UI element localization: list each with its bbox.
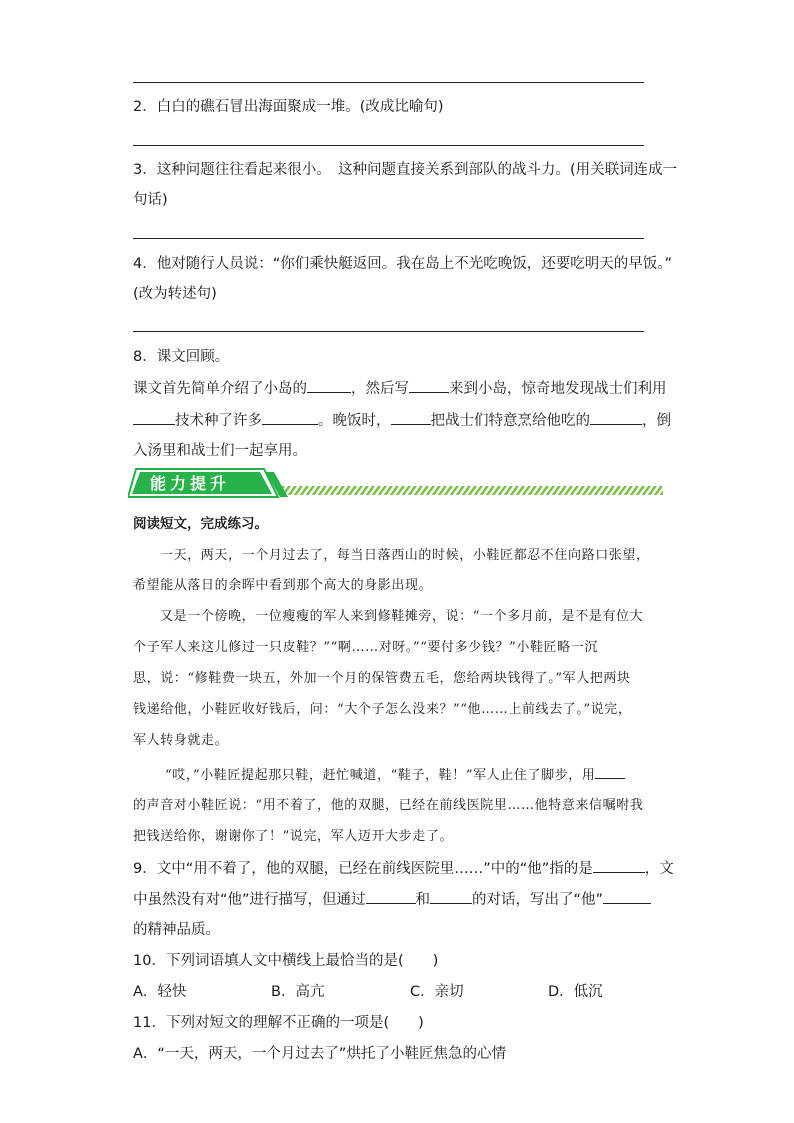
q8-text: ，倒 [642,413,671,429]
story-p3-line1 [165,764,625,786]
q10-option-b[interactable]: B．高亢 [271,984,325,1000]
q10-text: 10．下列词语填人文中横线上最恰当的是( ) [133,953,439,969]
fill-blank[interactable] [391,410,431,425]
q4-line1: 4．他对随行人员说：“你们乘快艇返回。我在岛上不光吃晚饭，还要吃明天的早饭。” [133,256,672,272]
fill-blank[interactable] [595,764,625,779]
q10-option-d[interactable]: D．低沉 [548,984,603,1000]
q8-line2 [133,410,671,431]
fill-blank[interactable] [133,410,175,425]
fill-blank[interactable] [590,410,642,425]
story-text: “哎，”小鞋匠提起那只鞋，赶忙喊道，“鞋子，鞋！”军人止住了脚步，用 [165,768,596,783]
q8-text: 把战士们特意烹给他吃的 [430,413,590,429]
q11-option-a[interactable]: A．“一天，两天，一个月过去了”烘托了小鞋匠焦急的心情 [133,1046,506,1062]
q9-text: ，文 [644,861,674,877]
fill-blank[interactable] [593,858,645,873]
q9-text: 和 [415,892,431,908]
q11-text: 11．下列对短文的理解不正确的一项是( ) [133,1015,424,1031]
q8-text: 来到小岛，惊奇地发现战士们利用 [449,381,667,397]
fill-blank[interactable] [366,889,416,904]
q9-text: 的对话，写出了“他” [472,892,604,908]
section-banner [128,466,668,500]
q3-line2: 句话) [133,192,168,208]
fill-blank[interactable] [307,378,351,393]
fill-blank[interactable] [603,889,651,904]
q8-line1 [133,378,667,399]
answer-line-q4[interactable] [133,331,644,332]
q8-text: 。晚饭时， [318,413,391,429]
q8-text: ，然后写 [351,381,409,397]
q8-text: 课文首先简单介绍了小岛的 [133,381,307,397]
answer-line-q3[interactable] [133,238,644,239]
story-p1-line2: 希望能从落日的余晖中看到那个高大的身影出现。 [133,578,433,593]
story-p3-line2: 的声音对小鞋匠说：“用不着了，他的双腿，已经在前线医院里……他特意来信嘱咐我 [133,798,644,813]
fill-blank[interactable] [430,889,472,904]
q2-text: 2．白白的礁石冒出海面聚成一堆。(改成比喻句) [133,99,444,115]
q9-text: 9．文中“用不着了，他的双腿，已经在前线医院里……”中的“他”指的是 [133,861,593,877]
banner-title: 能力提升 [150,474,231,493]
answer-line-1[interactable] [133,82,644,83]
fill-blank[interactable] [409,378,449,393]
story-p2-line3: 思，说：“修鞋费一块五，外加一个月的保管费五毛，您给两块钱得了。”军人把两块 [133,671,631,686]
story-p1-line1: 一天，两天，一个月过去了，每当日落西山的时候，小鞋匠都忍不住向路口张望， [160,548,650,563]
q4-line2: (改为转述句) [133,286,217,302]
story-p2-line4: 钱递给他，小鞋匠收好钱后，问：“大个子怎么没来？”“他……上前线去了。”说完， [133,702,632,717]
story-p2-line2: 个子军人来这儿修过一只皮鞋？”“啊……对呀。”“要付多少钱？”小鞋匠略一沉 [133,640,598,655]
q8-line3: 入汤里和战士们一起享用。 [133,443,307,459]
banner-stripe-bar [278,486,663,495]
q10-option-a[interactable]: A．轻快 [133,984,187,1000]
q3-line1: 3．这种问题往往看起来很小。 这种问题直接关系到部队的战斗力。(用关联词连成一 [133,162,678,178]
q9-text: 中虽然没有对“他”进行描写，但通过 [133,892,366,908]
reading-instruction: 阅读短文，完成练习。 [133,516,268,532]
story-p2-line1: 又是一个傍晚，一位瘦瘦的军人来到修鞋摊旁，说：“一个多月前，是不是有位大 [160,609,644,624]
q9-line3: 的精神品质。 [133,922,220,938]
q10-option-c[interactable]: C．亲切 [410,984,464,1000]
q8-text: 技术种了许多 [175,413,262,429]
q9-line2 [133,889,651,910]
story-p3-line3: 把钱送给你，谢谢你了！”说完，军人迈开大步走了。 [133,829,454,844]
answer-line-q2[interactable] [133,145,644,146]
fill-blank[interactable] [262,410,318,425]
q9-line1 [133,858,674,879]
q8-title: 8．课文回顾。 [133,349,230,365]
story-p2-line5: 军人转身就走。 [133,733,229,748]
